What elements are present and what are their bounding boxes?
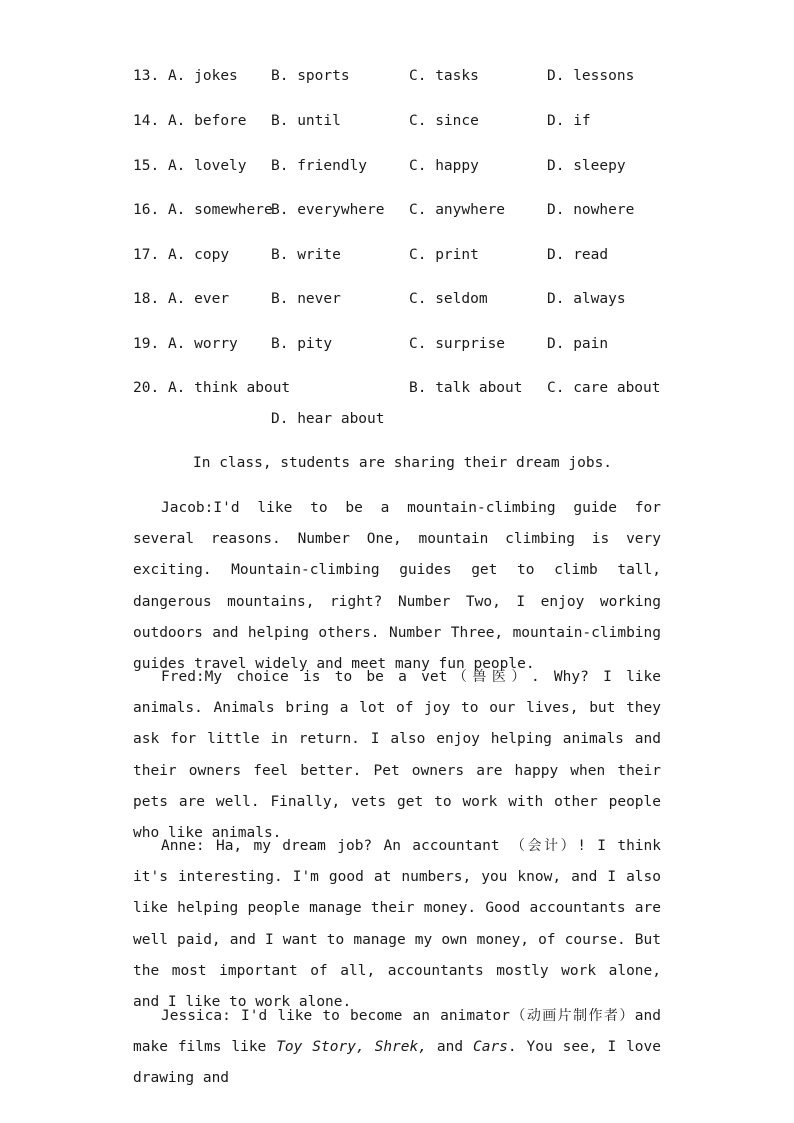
question-20	[133, 377, 693, 399]
question-19-option-a	[133, 333, 238, 355]
option-text: A. copy	[167, 247, 230, 263]
question-19-option-d: D. pain	[547, 336, 609, 352]
question-13	[133, 65, 693, 87]
question-20-option-d: D. hear about	[271, 411, 385, 427]
speaker-name: Fred:	[161, 669, 205, 685]
speaker-text: ! I think it's interesting. I'm good at numbers, you know, and I also like helping people manage their money. Good accountants are well paid, and I want to manage my own money, of course. But the most important of all, accountants mostly work alone, and I like to work alone.	[133, 838, 661, 1011]
question-17-option-c: C. print	[409, 247, 479, 263]
question-18-option-c: C. seldom	[409, 291, 488, 307]
question-number: 16.	[133, 202, 160, 218]
question-17-option-d: D. read	[547, 247, 609, 263]
question-number: 18.	[133, 291, 160, 307]
chinese-gloss: （动画片制作者）	[510, 1008, 635, 1024]
question-19-option-b: B. pity	[271, 336, 333, 352]
question-15	[133, 155, 693, 177]
option-text: A. somewhere	[167, 202, 273, 218]
question-number: 17.	[133, 247, 160, 263]
film-title: Shrek,	[374, 1039, 427, 1056]
question-18	[133, 288, 693, 310]
question-13-option-b: B. sports	[271, 68, 350, 84]
chinese-gloss: （会计）	[510, 838, 578, 854]
question-18-option-b: B. never	[271, 291, 341, 307]
question-16-option-d: D. nowhere	[547, 202, 635, 218]
question-number: 20.	[133, 380, 160, 396]
question-16-option-a	[133, 199, 273, 221]
speaker-text: I'd like to be a mountain-climbing guide for several reasons. Number One, mountain climbing is very exciting. Mountain-climbing guides get to climb tall, dangerous mountains, right? Number Two, I enjoy working outdoors and helping others. Number Three, mountain-climbing guides travel widely and meet many fun people.	[133, 500, 661, 673]
question-number: 14.	[133, 113, 160, 129]
question-15-option-a	[133, 155, 247, 177]
question-17-option-a	[133, 244, 229, 266]
passage-jessica	[133, 1001, 661, 1095]
question-19	[133, 333, 693, 355]
question-16-option-c: C. anywhere	[409, 202, 506, 218]
question-14-option-d: D. if	[547, 113, 591, 129]
option-text: A. worry	[167, 336, 238, 352]
question-20-option-a	[133, 377, 290, 399]
question-19-option-c: C. surprise	[409, 336, 506, 352]
question-15-option-b: B. friendly	[271, 158, 368, 174]
passage-anne	[133, 831, 661, 1018]
question-13-option-c: C. tasks	[409, 68, 479, 84]
question-13-option-d: D. lessons	[547, 68, 635, 84]
question-15-option-d: D. sleepy	[547, 158, 626, 174]
question-16-option-b: B. everywhere	[271, 202, 385, 218]
question-13-option-a	[133, 65, 238, 87]
question-15-option-c: C. happy	[409, 158, 479, 174]
question-20-option-b: B. talk about	[409, 380, 523, 396]
speaker-text: and make films like	[133, 1008, 661, 1056]
question-14-option-a	[133, 110, 247, 132]
option-text: A. lovely	[167, 158, 247, 174]
speaker-text: . Why? I like animals. Animals bring a lot of joy to our lives, but they ask for little in return. I also enjoy helping animals and their owners feel better. Pet owners are happy when their pets are well. Finally, vets get to work with other people who like animals.	[133, 669, 661, 842]
question-14-option-b: B. until	[271, 113, 341, 129]
passage-fred	[133, 662, 661, 849]
question-number: 19.	[133, 336, 160, 352]
question-number: 13.	[133, 68, 160, 84]
option-text: A. think about	[167, 380, 291, 396]
question-14	[133, 110, 693, 132]
question-17	[133, 244, 693, 266]
passage-intro: In class, students are sharing their dream jobs.	[193, 455, 613, 471]
speaker-text: My choice is to be a vet	[204, 669, 448, 685]
question-20-option-c: C. care about	[547, 380, 661, 396]
film-title: Cars	[472, 1039, 508, 1056]
speaker-text: Ha, my dream job? An accountant	[204, 838, 511, 854]
speaker-text: . You see, I love drawing and	[133, 1039, 661, 1087]
speaker-name: Jacob:	[161, 500, 214, 516]
question-17-option-b: B. write	[271, 247, 341, 263]
speaker-text: and	[426, 1039, 473, 1056]
question-16	[133, 199, 693, 221]
passage-jacob	[133, 493, 661, 680]
chinese-gloss: （兽医）	[447, 669, 531, 685]
question-18-option-d: D. always	[547, 291, 626, 307]
option-text: A. jokes	[167, 68, 238, 84]
question-18-option-a	[133, 288, 229, 310]
speaker-text: I'd like to become an animator	[230, 1008, 510, 1024]
speaker-name: Anne:	[161, 838, 205, 854]
speaker-name: Jessica:	[161, 1008, 231, 1024]
option-text: A. ever	[167, 291, 230, 307]
question-14-option-c: C. since	[409, 113, 479, 129]
option-text: A. before	[167, 113, 247, 129]
question-number: 15.	[133, 158, 160, 174]
film-title: Toy Story,	[276, 1039, 365, 1056]
